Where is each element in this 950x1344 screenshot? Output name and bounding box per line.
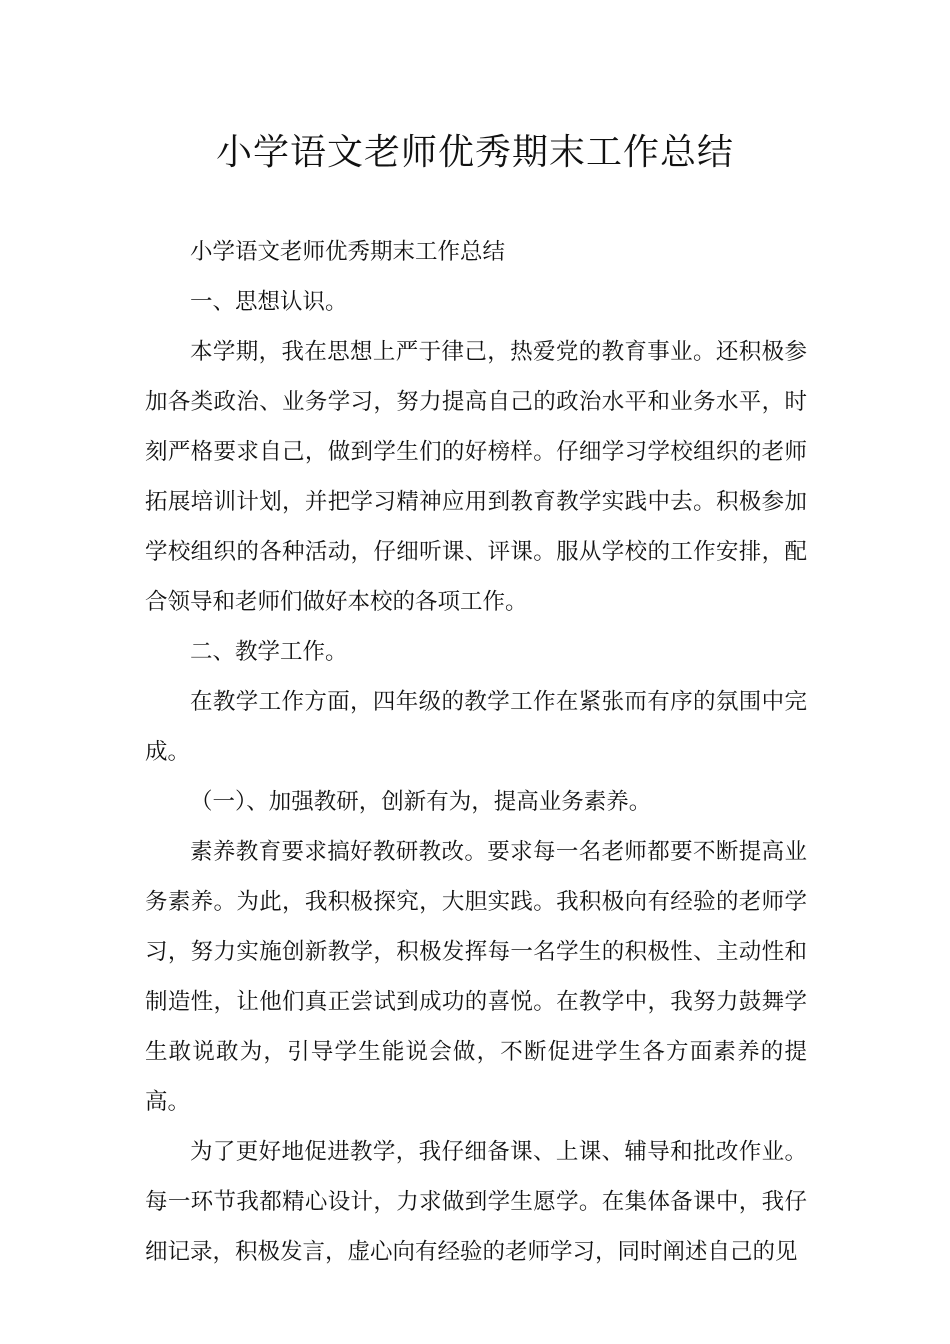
section-heading-teaching: 二、教学工作。 [190, 639, 348, 665]
body-paragraph: 在教学工作方面，四年级的教学工作在紧张而有序的氛围中完成。 [145, 689, 807, 765]
body-paragraph: 素养教育要求搞好教研教改。要求每一名老师都要不断提高业务素养。为此，我积极探究，大胆实践。我积极向有经验的老师学习，努力实施创新教学，积极发挥每一名学生的积极性、主动性和制造性，让他们真正尝试到成功的喜悦。在教学中，我努力鼓舞学生敢说敢为，引导学生能说会做，不断促进学生各方面素养的提高。 [145, 839, 807, 1115]
subsection-heading: （一）、加强教研，创新有为，提高业务素养。 [190, 789, 652, 815]
document-title: 小学语文老师优秀期末工作总结 [215, 132, 734, 173]
document-body [145, 227, 807, 1277]
section-heading-ideology: 一、思想认识。 [190, 289, 348, 315]
subtitle-paragraph: 小学语文老师优秀期末工作总结 [190, 239, 506, 265]
body-paragraph: 为了更好地促进教学，我仔细备课、上课、辅导和批改作业。每一环节我都精心设计，力求做到学生愿学。在集体备课中，我仔细记录，积极发言，虚心向有经验的老师学习，同时阐述自己的见 [145, 1139, 807, 1265]
body-paragraph: 本学期，我在思想上严于律己，热爱党的教育事业。还积极参加各类政治、业务学习，努力提高自己的政治水平和业务水平，时刻严格要求自己，做到学生们的好榜样。仔细学习学校组织的老师拓展培训计划，并把学习精神应用到教育教学实践中去。积极参加学校组织的各种活动，仔细听课、评课。服从学校的工作安排，配合领导和老师们做好本校的各项工作。 [145, 339, 807, 615]
